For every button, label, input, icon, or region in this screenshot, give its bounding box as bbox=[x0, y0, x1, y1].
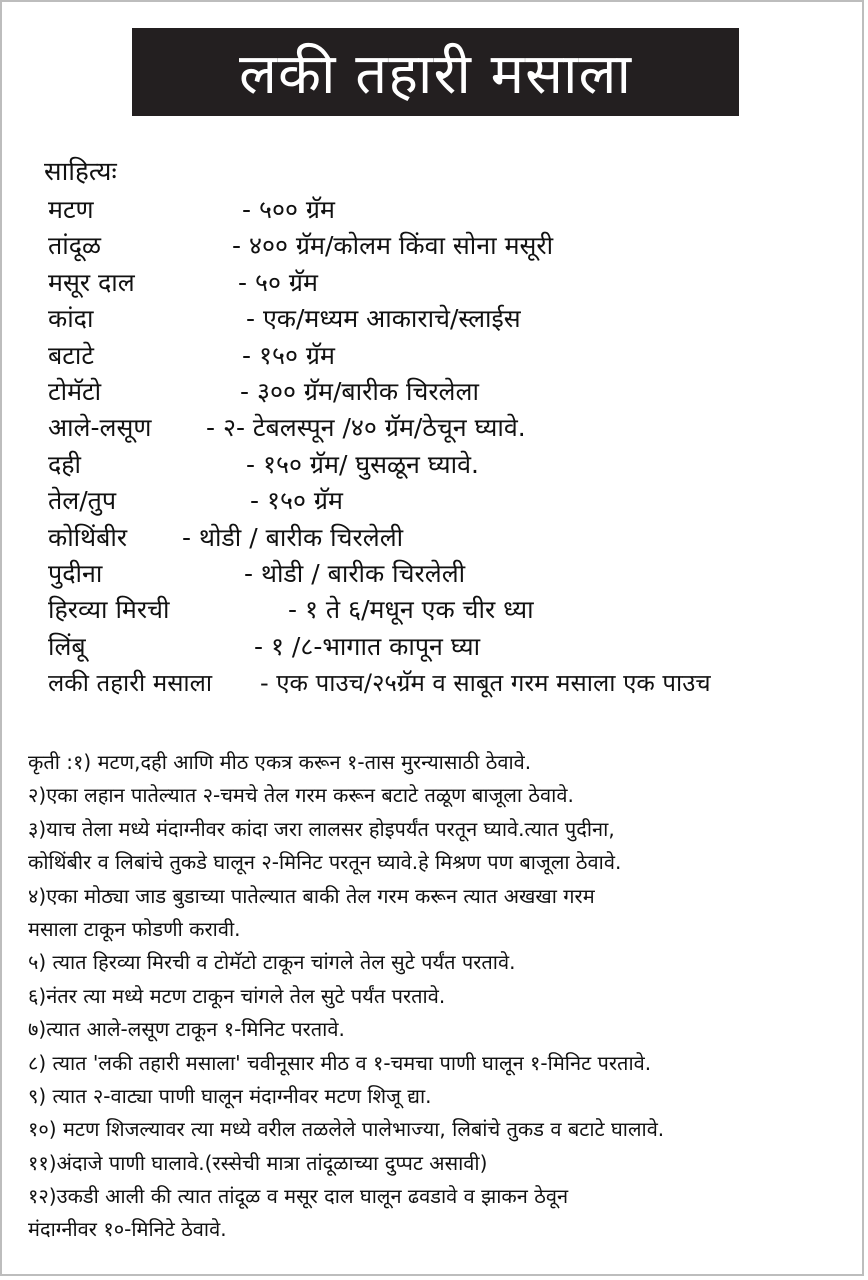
ingredient-row bbox=[48, 483, 860, 519]
ingredient-name: हिरव्या मिरची bbox=[48, 595, 170, 625]
title-banner bbox=[132, 28, 739, 116]
ingredient-name: तांदूळ bbox=[48, 231, 102, 261]
page-title: लकी तहारी मसाला bbox=[239, 42, 632, 107]
ingredient-name: मसूर दाल bbox=[48, 267, 135, 297]
ingredient-qty: - २- टेबलस्पून /४० ग्रॅम/ठेचून घ्यावे. bbox=[206, 413, 526, 443]
ingredient-name: लकी तहारी मसाला bbox=[48, 669, 213, 698]
ingredient-qty: - थोडी / बारीक चिरलेली bbox=[244, 558, 466, 588]
step-line: कोथिंबीर व लिबांचे तुकडे घालून २-मिनिट परतून घ्यावे.हे मिश्रण पण बाजूला ठेवावे. bbox=[28, 850, 622, 875]
ingredient-name: लिंबू bbox=[48, 631, 86, 661]
ingredient-qty: - थोडी / बारीक चिरलेली bbox=[182, 522, 404, 552]
ingredient-qty: - ४०० ग्रॅम/कोलम किंवा सोना मसूरी bbox=[232, 231, 554, 261]
step-line: कृती :१) मटण,दही आणि मीठ एकत्र करून १-तास मुरन्यासाठी ठेवावे. bbox=[28, 750, 532, 774]
ingredient-row bbox=[48, 665, 860, 701]
step-line: ५) त्यात हिरव्या मिरची व टोमॅटो टाकून चांगले तेल सुटे पर्यंत परतावे. bbox=[28, 950, 516, 975]
step-line: ४)एका मोठ्या जाड बुडाच्या पातेल्यात बाकी तेल गरम करून त्यात अखखा गरम bbox=[28, 883, 595, 908]
ingredient-qty: - एक पाउच/२५ग्रॅम व साबूत गरम मसाला एक पाउच bbox=[260, 669, 711, 698]
ingredient-name: बटाटे bbox=[48, 340, 94, 370]
ingredient-row bbox=[48, 192, 860, 228]
ingredient-row bbox=[48, 629, 860, 665]
ingredients-list bbox=[48, 192, 860, 701]
step-line: मसाला टाकून फोडणी करावी. bbox=[28, 916, 241, 941]
ingredient-name: कोथिंबीर bbox=[48, 522, 128, 552]
step-line: २)एका लहान पातेल्यात २-चमचे तेल गरम करून बटाटे तळूण बाजूला ठेवावे. bbox=[28, 783, 574, 808]
ingredient-row bbox=[48, 556, 860, 592]
step-line: ७)त्यात आले-लसूण टाकून १-मिनिट परतावे. bbox=[28, 1017, 345, 1042]
ingredient-row bbox=[48, 410, 860, 446]
ingredient-qty: - १५० ग्रॅम/ घुसळून घ्यावे. bbox=[246, 449, 479, 479]
ingredient-qty: - १ ते ६/मधून एक चीर ध्या bbox=[288, 595, 534, 625]
ingredient-name: तेल/तुप bbox=[48, 486, 117, 516]
ingredient-row bbox=[48, 520, 860, 556]
ingredient-qty: - ५०० ग्रॅम bbox=[242, 195, 335, 224]
step-line: ८) त्यात 'लकी तहारी मसाला' चवीनूसार मीठ व १-चमचा पाणी घालून १-मिनिट परतावे. bbox=[28, 1050, 652, 1075]
ingredient-name: टोमॅटो bbox=[48, 376, 102, 406]
ingredient-row bbox=[48, 301, 860, 337]
ingredient-row bbox=[48, 592, 860, 628]
ingredient-row bbox=[48, 374, 860, 410]
step-line: मंदाग्नीवर १०-मिनिटे ठेवावे. bbox=[28, 1217, 227, 1242]
ingredient-qty: - १ /८-भागात कापून घ्या bbox=[254, 631, 481, 661]
ingredient-row bbox=[48, 228, 860, 264]
ingredient-name: कांदा bbox=[48, 304, 94, 334]
ingredient-qty: - ३०० ग्रॅम/बारीक चिरलेला bbox=[240, 376, 479, 406]
ingredient-name: मटण bbox=[48, 195, 94, 224]
step-line: ११)अंदाजे पाणी घालावे.(रस्सेची मात्रा तांदूळाच्या दुप्पट असावी) bbox=[28, 1150, 488, 1175]
ingredient-row bbox=[48, 265, 860, 301]
step-line: ९) त्यात २-वाट्या पाणी घालून मंदाग्नीवर मटण शिजू द्या. bbox=[28, 1083, 432, 1108]
step-line: १०) मटण शिजल्यावर त्या मध्ये वरील तळलेले पालेभाज्या, लिबांचे तुकड व बटाटे घालावे. bbox=[28, 1117, 665, 1142]
ingredient-row bbox=[48, 447, 860, 483]
ingredients-heading: साहित्यः bbox=[44, 157, 117, 187]
step-line: १२)उकडी आली की त्यात तांदूळ व मसूर दाल घालून ढवडावे व झाकन ठेवून bbox=[28, 1184, 569, 1209]
ingredient-name: दही bbox=[48, 449, 82, 479]
ingredient-row bbox=[48, 338, 860, 374]
step-line: ६)नंतर त्या मध्ये मटण टाकून चांगले तेल सुटे पर्यंत परतावे. bbox=[28, 983, 446, 1008]
ingredient-name: पुदीना bbox=[48, 558, 103, 588]
ingredient-qty: - एक/मध्यम आकाराचे/स्लाईस bbox=[246, 304, 521, 334]
step-line: ३)याच तेला मध्ये मंदाग्नीवर कांदा जरा लालसर होइपर्यंत परतून घ्यावे.त्यात पुदीना, bbox=[28, 816, 615, 841]
ingredient-qty: - १५० ग्रॅम bbox=[242, 340, 335, 370]
method-steps bbox=[28, 746, 858, 1247]
ingredient-name: आले-लसूण bbox=[48, 413, 152, 443]
ingredient-qty: - १५० ग्रॅम bbox=[250, 486, 343, 516]
ingredient-qty: - ५० ग्रॅम bbox=[238, 267, 318, 297]
